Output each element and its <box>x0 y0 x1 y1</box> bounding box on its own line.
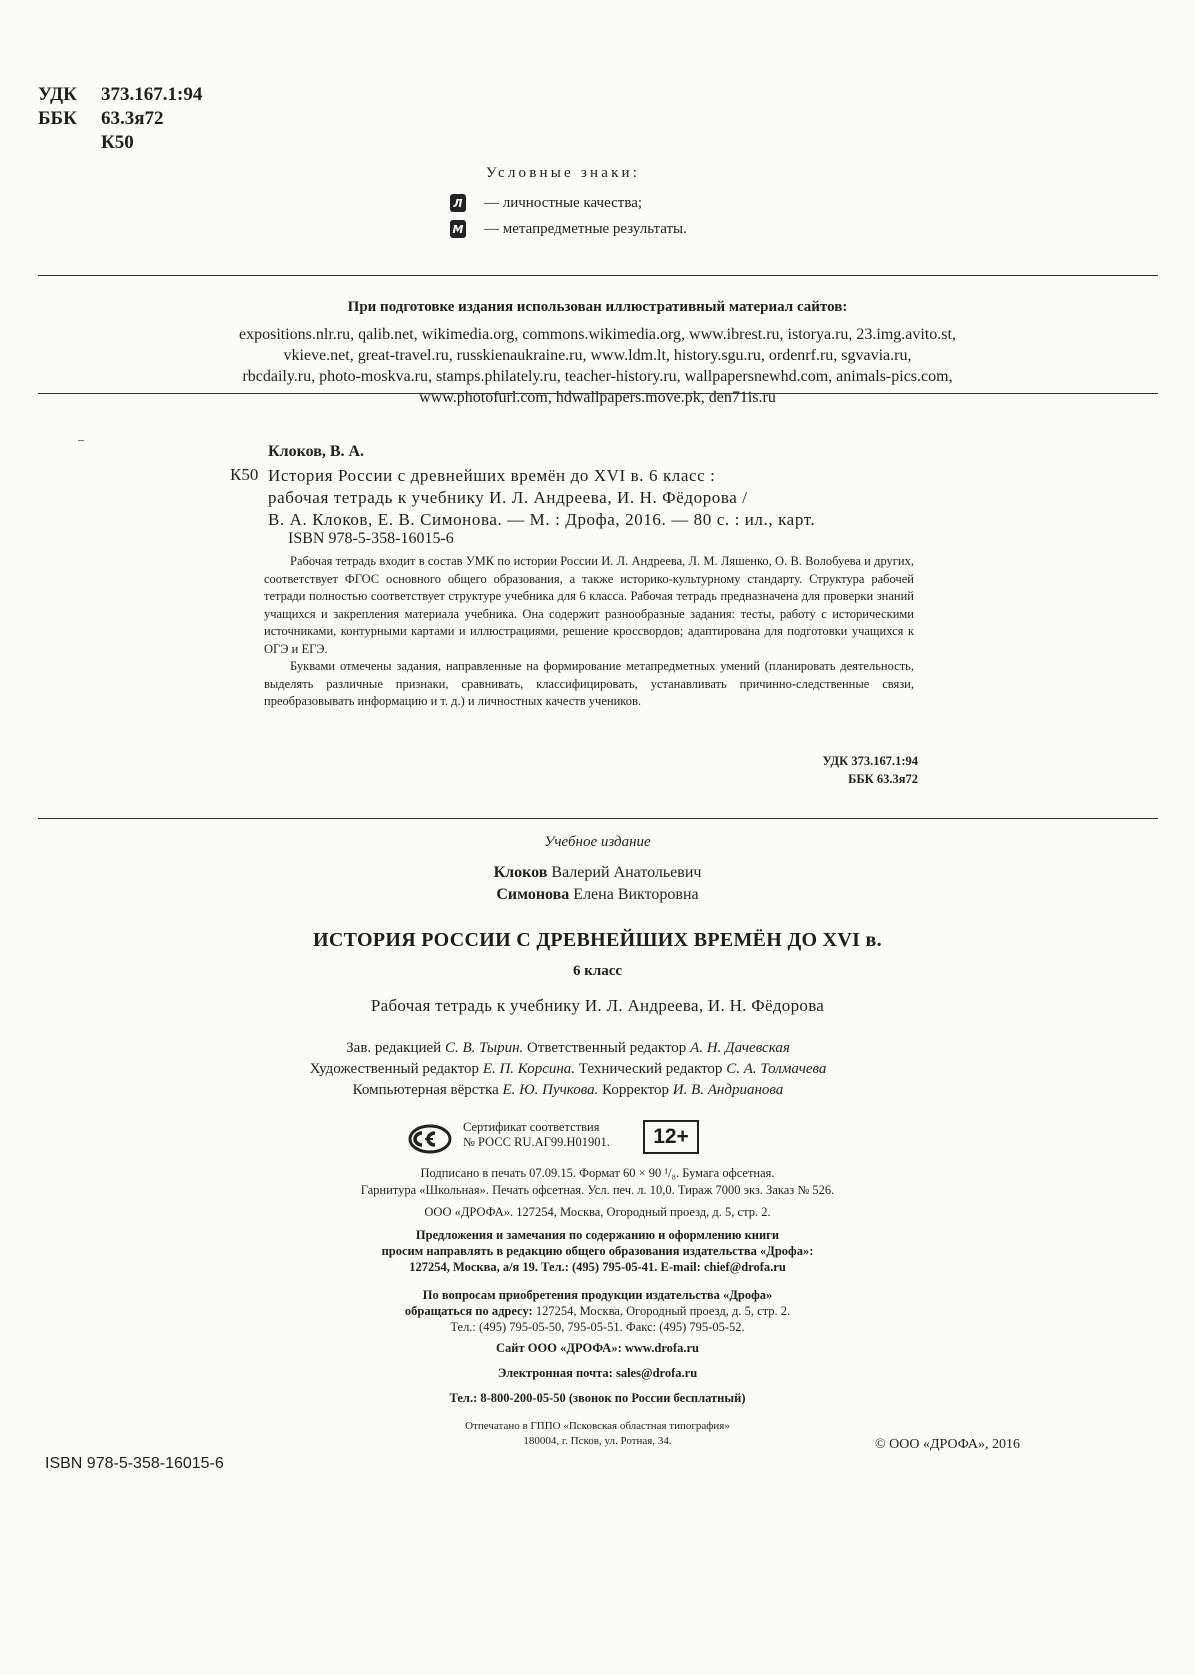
card-title-line: История России с древнейших времён до XVI в. 6 класс : <box>268 466 716 485</box>
staff-line <box>188 1059 948 1080</box>
certificate-line: № РОСС RU.АГ99.Н01901. <box>463 1135 610 1149</box>
legend-title: Условные знаки: <box>486 165 641 181</box>
footer-isbn: ISBN 978-5-358-16015-6 <box>45 1455 224 1472</box>
divider <box>38 818 1158 819</box>
udk-label: УДК <box>38 84 77 105</box>
book-title: ИСТОРИЯ РОССИИ С ДРЕВНЕЙШИХ ВРЕМЁН ДО XVI в. <box>313 929 882 951</box>
purchase-line: Тел.: (495) 795-05-50, 795-05-51. Факс: (495) 795-05-52. <box>450 1320 745 1334</box>
abstract-paragraph: Рабочая тетрадь входит в состав УМК по истории России И. Л. Андреева, Л. М. Ляшенко, О. В. Волобуева и других, соответствует ФГОС основного общего образования, а также историко-культурному стандарту. Структура рабочей тетради полностью соответствует структуре учебника для 6 класса. Рабочая тетрадь предназначена для проверки знаний учащихся и закрепления материала учебника. Она содержит разнообразные задания: тесты, работу с историческими источниками, контурными картами и иллюстрациями, решение кроссвордов; адаптирована для подготовки учащихся к ОГЭ и ЕГЭ. <box>264 554 914 656</box>
personal-qualities-icon: Л <box>450 194 466 212</box>
grade: 6 класс <box>572 963 623 979</box>
site-line: Сайт ООО «ДРОФА»: www.drofa.ru <box>496 1341 699 1355</box>
sources-line: vkieve.net, great-travel.ru, russkienaukraine.ru, www.ldm.lt, history.sgu.ru, ordenrf.ru, sgvavia.ru, <box>283 347 912 364</box>
staff-role: Корректор <box>602 1082 670 1098</box>
staff-credits <box>188 1038 948 1101</box>
abstract-paragraph: Буквами отмечены задания, направленные на формирование метапредметных умений (планировать деятельность, выделять различные признаки, сравнивать, классифицировать, устанавливать причинно-следственные связи, преобразовывать информацию и т. д.) и личностных качеств учеников. <box>264 659 914 708</box>
staff-role: Художественный редактор <box>309 1061 480 1077</box>
legend-item-text: — личностные качества; <box>484 194 643 211</box>
sources-heading: При подготовке издания использован иллюстративный материал сайтов: <box>347 299 848 315</box>
sources-line: www.photofurl.com, hdwallpapers.move.pk, den71is.ru <box>419 389 776 406</box>
typeface-line: Гарнитура «Школьная». Печать офсетная. Усл. печ. л. 10,0. Тираж 7000 экз. Заказ № 526. <box>360 1183 835 1197</box>
book-subtitle: Рабочая тетрадь к учебнику И. Л. Андреева, И. Н. Фёдорова <box>370 996 825 1015</box>
scan-mark: ‒ <box>78 432 84 446</box>
staff-role: Компьютерная вёрстка <box>352 1082 499 1098</box>
card-codes <box>700 752 918 788</box>
staff-name: И. В. Андрианова <box>672 1082 784 1098</box>
suggestions-block <box>0 1227 1195 1275</box>
sources-line: expositions.nlr.ru, qalib.net, wikimedia.org, commons.wikimedia.org, www.ibrest.ru, istorya.ru, 23.img.avito.st, <box>239 326 956 343</box>
card-title-line: В. А. Клоков, Е. В. Симонова. — М. : Дрофа, 2016. — 80 с. : ил., карт. <box>268 510 816 529</box>
author-surname: Симонова <box>496 886 570 903</box>
legend-item-metasubject <box>450 216 687 242</box>
purchase-address: 127254, Москва, Огородный проезд, д. 5, стр. 2. <box>535 1304 791 1318</box>
printer-line: Отпечатано в ГППО «Псковская областная типография» <box>465 1420 730 1432</box>
publisher-address: ООО «ДРОФА». 127254, Москва, Огородный проезд, д. 5, стр. 2. <box>424 1205 771 1219</box>
age-rating-badge: 12+ <box>643 1120 699 1154</box>
staff-name: Е. П. Корсина. <box>482 1061 576 1077</box>
certificate-line: Сертификат соответствия <box>463 1120 600 1134</box>
card-title <box>268 465 948 531</box>
staff-role: Технический редактор <box>578 1061 723 1077</box>
legend <box>450 165 687 242</box>
sources-line: rbcdaily.ru, photo-moskva.ru, stamps.philately.ru, teacher-history.ru, wallpapersnewhd.com, animals-pics.com, <box>242 368 953 385</box>
purchase-block <box>0 1287 1195 1335</box>
staff-name: А. Н. Дачевская <box>690 1040 790 1056</box>
classification-block <box>38 83 202 155</box>
staff-name: С. А. Толмачева <box>726 1061 827 1077</box>
card-isbn: ISBN 978-5-358-16015-6 <box>288 530 454 547</box>
purchase-label: обращаться по адресу: <box>404 1304 533 1318</box>
author-surname: Клоков <box>493 864 548 881</box>
author-2 <box>0 886 1195 904</box>
signed-line: Подписано в печать 07.09.15. Формат 60 × 90 ¹/₈. Бумага офсетная. <box>420 1166 775 1180</box>
printer-line: 180004, г. Псков, ул. Ротная, 34. <box>523 1435 672 1447</box>
author-names: Елена Викторовна <box>573 886 699 903</box>
print-info <box>0 1165 1195 1199</box>
legend-item-text: — метапредметные результаты. <box>484 220 687 237</box>
card-udk: УДК 373.167.1:94 <box>822 754 918 768</box>
phone-line: Тел.: 8-800-200-05-50 (звонок по России бесплатный) <box>449 1391 746 1405</box>
card-title-line: рабочая тетрадь к учебнику И. Л. Андреева, И. Н. Фёдорова / <box>268 488 748 507</box>
bbk-label: ББК <box>38 108 77 129</box>
card-author: Клоков, В. А. <box>268 443 365 460</box>
legend-item-personal <box>450 190 687 216</box>
staff-line <box>188 1038 948 1059</box>
staff-role: Ответственный редактор <box>527 1040 687 1056</box>
staff-name: С. В. Тырин. <box>444 1040 524 1056</box>
sources-list <box>40 324 1155 408</box>
author-names: Валерий Анатольевич <box>551 864 702 881</box>
divider <box>38 393 1158 394</box>
author-1 <box>0 864 1195 882</box>
staff-role: Зав. редакцией <box>346 1040 442 1056</box>
divider <box>38 275 1158 276</box>
purchase-line <box>0 1303 1195 1319</box>
email-line: Электронная почта: sales@drofa.ru <box>497 1366 698 1380</box>
abstract <box>264 553 914 711</box>
suggestions-line: 127254, Москва, а/я 19. Тел.: (495) 795-05-41. E-mail: chief@drofa.ru <box>409 1260 786 1274</box>
suggestions-line: Предложения и замечания по содержанию и оформлению книги <box>415 1228 780 1242</box>
author-mark: К50 <box>101 132 134 153</box>
udk-value: 373.167.1:94 <box>101 84 203 105</box>
purchase-line: По вопросам приобретения продукции издательства «Дрофа» <box>422 1288 773 1302</box>
edition-type: Учебное издание <box>544 834 651 850</box>
staff-name: Е. Ю. Пучкова. <box>502 1082 599 1098</box>
certificate-text <box>463 1120 610 1150</box>
card-code: К50 <box>230 465 259 484</box>
staff-line <box>188 1080 948 1101</box>
suggestions-line: просим направлять в редакцию общего образования издательства «Дрофа»: <box>381 1244 814 1258</box>
bbk-value: 63.3я72 <box>101 108 164 129</box>
certification-mark-icon <box>408 1124 452 1154</box>
metasubject-results-icon: М <box>450 220 466 238</box>
copyright: © ООО «ДРОФА», 2016 <box>875 1437 1021 1452</box>
card-bbk: ББК 63.3я72 <box>848 772 918 786</box>
